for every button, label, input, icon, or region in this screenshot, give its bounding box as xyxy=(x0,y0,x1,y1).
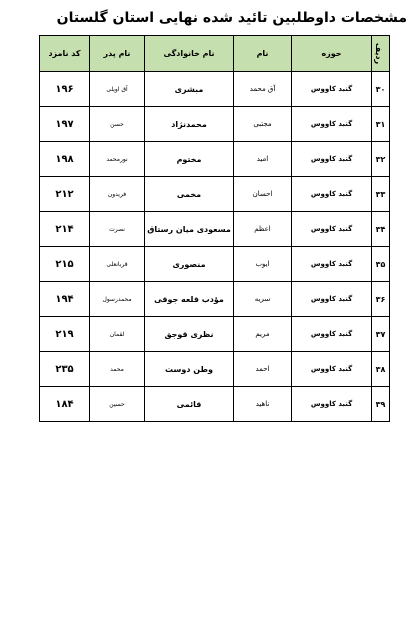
father-name-cell: قربانعلی xyxy=(90,247,145,282)
area-cell: گنبد کاووس xyxy=(292,107,372,142)
last-name-cell: وطن دوست xyxy=(145,352,234,387)
table-row xyxy=(40,247,390,282)
table-row xyxy=(40,107,390,142)
table-row xyxy=(40,282,390,317)
row-number: ۳۱ xyxy=(372,107,390,142)
last-name-cell: مسعودی میان رستاق xyxy=(145,212,234,247)
first-name-cell: آق محمد xyxy=(234,72,292,107)
table-row xyxy=(40,352,390,387)
row-number: ۳۶ xyxy=(372,282,390,317)
area-cell: گنبد کاووس xyxy=(292,72,372,107)
table-row xyxy=(40,387,390,422)
first-name-cell: سریه xyxy=(234,282,292,317)
father-name-cell: حسن xyxy=(90,107,145,142)
area-cell: گنبد کاووس xyxy=(292,247,372,282)
row-number: ۳۷ xyxy=(372,317,390,352)
candidate-code-cell: ۲۱۲ xyxy=(40,177,90,212)
row-number: ۳۵ xyxy=(372,247,390,282)
first-name-cell: احمد xyxy=(234,352,292,387)
father-name-cell: لقمان xyxy=(90,317,145,352)
candidate-code-cell: ۱۹۸ xyxy=(40,142,90,177)
candidate-code-cell: ۱۸۴ xyxy=(40,387,90,422)
header-last-name: نام خانوادگی xyxy=(145,36,234,72)
header-area: حوزه xyxy=(292,36,372,72)
father-name-cell: حسین xyxy=(90,387,145,422)
table-header xyxy=(40,36,390,72)
first-name-cell: ایوب xyxy=(234,247,292,282)
last-name-cell: نظری قوجق xyxy=(145,317,234,352)
row-number: ۳۲ xyxy=(372,142,390,177)
last-name-cell: مؤدب قلعه جوقی xyxy=(145,282,234,317)
table-row xyxy=(40,317,390,352)
header-first-name: نام xyxy=(234,36,292,72)
last-name-cell: محمدنژاد xyxy=(145,107,234,142)
header-candidate-code: کد نامزد xyxy=(40,36,90,72)
row-number: ۳۳ xyxy=(372,177,390,212)
candidate-code-cell: ۲۱۹ xyxy=(40,317,90,352)
candidate-code-cell: ۱۹۴ xyxy=(40,282,90,317)
area-cell: گنبد کاووس xyxy=(292,317,372,352)
area-cell: گنبد کاووس xyxy=(292,387,372,422)
candidate-code-cell: ۲۱۵ xyxy=(40,247,90,282)
first-name-cell: مریم xyxy=(234,317,292,352)
table-row xyxy=(40,177,390,212)
row-number: ۳۸ xyxy=(372,352,390,387)
last-name-cell: مخمی xyxy=(145,177,234,212)
table-row xyxy=(40,72,390,107)
header-father-name: نام پدر xyxy=(90,36,145,72)
area-cell: گنبد کاووس xyxy=(292,282,372,317)
table-row xyxy=(40,142,390,177)
last-name-cell: مبشری xyxy=(145,72,234,107)
candidate-code-cell: ۲۳۵ xyxy=(40,352,90,387)
area-cell: گنبد کاووس xyxy=(292,142,372,177)
candidate-code-cell: ۲۱۴ xyxy=(40,212,90,247)
father-name-cell: محمد xyxy=(90,352,145,387)
row-number: ۳۹ xyxy=(372,387,390,422)
father-name-cell: فریدون xyxy=(90,177,145,212)
area-cell: گنبد کاووس xyxy=(292,352,372,387)
table-row xyxy=(40,212,390,247)
last-name-cell: منصوری xyxy=(145,247,234,282)
first-name-cell: ناهید xyxy=(234,387,292,422)
header-row xyxy=(40,36,390,72)
father-name-cell: نصرت xyxy=(90,212,145,247)
first-name-cell: امید xyxy=(234,142,292,177)
candidate-code-cell: ۱۹۶ xyxy=(40,72,90,107)
header-row-number: ردیف xyxy=(372,36,390,72)
father-name-cell: نورمحمد xyxy=(90,142,145,177)
father-name-cell: آق اویلی xyxy=(90,72,145,107)
first-name-cell: مجتبی xyxy=(234,107,292,142)
father-name-cell: محمدرسول xyxy=(90,282,145,317)
area-cell: گنبد کاووس xyxy=(292,177,372,212)
first-name-cell: احسان xyxy=(234,177,292,212)
first-name-cell: اعظم xyxy=(234,212,292,247)
last-name-cell: قائمی xyxy=(145,387,234,422)
row-number: ۳۴ xyxy=(372,212,390,247)
table-body xyxy=(40,72,390,422)
area-cell: گنبد کاووس xyxy=(292,212,372,247)
candidate-code-cell: ۱۹۷ xyxy=(40,107,90,142)
candidates-table xyxy=(39,35,390,422)
row-number: ۳۰ xyxy=(372,72,390,107)
last-name-cell: مختوم xyxy=(145,142,234,177)
page-title: مشخصات داوطلبین تائید شده نهایی استان گلستان xyxy=(56,10,407,26)
